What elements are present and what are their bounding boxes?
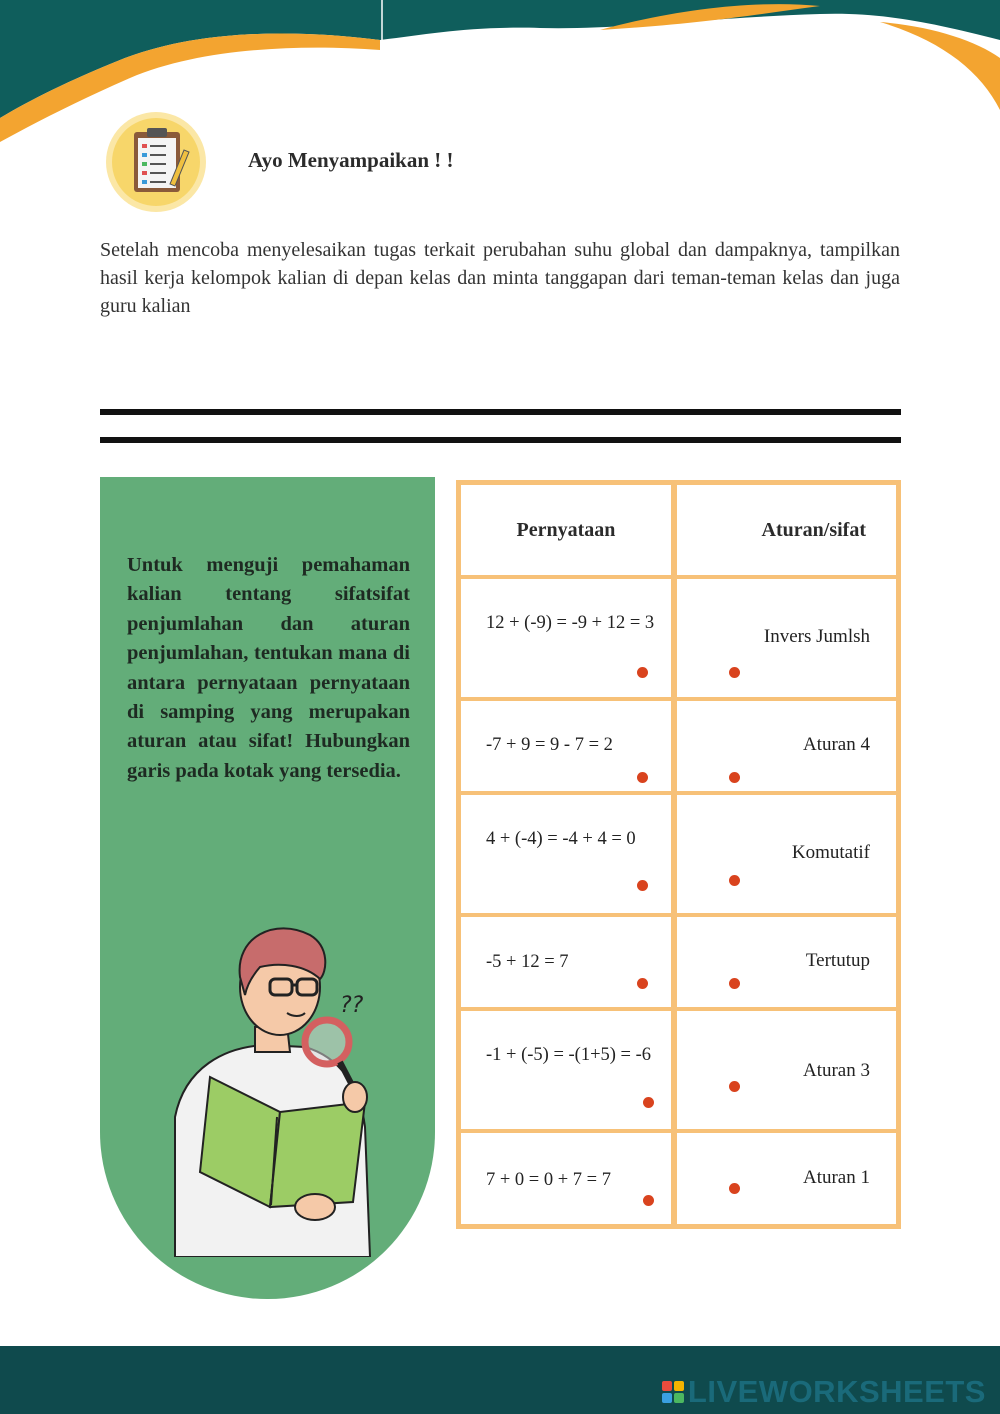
instructions-text: Untuk menguji pemahaman kalian tentang sifatsifat penjumlahan dan aturan penjumlahan, tentukan mana di antara pernyataan pernyataan di samping yang merupakan aturan atau sifat! Hubungkan garis pada kotak yang tersedia. bbox=[127, 554, 410, 782]
table-row bbox=[461, 795, 671, 913]
connect-dot-left[interactable] bbox=[637, 880, 648, 891]
table-row bbox=[677, 917, 896, 1007]
statement-text: -5 + 12 = 7 bbox=[486, 952, 569, 972]
liveworksheets-text: LIVEWORKSHEETS bbox=[687, 1374, 986, 1409]
connect-dot-right[interactable] bbox=[729, 667, 740, 678]
statement-text: 4 + (-4) = -4 + 4 = 0 bbox=[486, 829, 636, 849]
table-row bbox=[677, 701, 896, 791]
header-aturan-sifat: Aturan/sifat bbox=[761, 519, 866, 541]
section-title: Ayo Menyampaikan ! ! bbox=[248, 148, 454, 172]
statement-text: 7 + 0 = 0 + 7 = 7 bbox=[486, 1170, 611, 1190]
clipboard-checklist-icon bbox=[104, 110, 208, 214]
statement-text: -7 + 9 = 9 - 7 = 2 bbox=[486, 735, 613, 755]
rule-text: Komutatif bbox=[791, 842, 870, 863]
svg-text:??: ?? bbox=[340, 993, 364, 1018]
connect-dot-left[interactable] bbox=[637, 772, 648, 783]
rule-text: Aturan 3 bbox=[802, 1060, 870, 1081]
table-row bbox=[461, 1011, 671, 1129]
table-row bbox=[677, 795, 896, 913]
rule-text: Invers Jumlsh bbox=[763, 626, 870, 647]
divider-line bbox=[100, 409, 901, 415]
intro-paragraph: Setelah mencoba menyelesaikan tugas terkait perubahan suhu global dan dampaknya, tampilkan hasil kerja kelompok kalian di depan kelas dan minta tanggapan dari teman-teman kelas dan juga guru kalian bbox=[100, 239, 900, 317]
connect-dot-right[interactable] bbox=[729, 978, 740, 989]
table-row bbox=[461, 701, 671, 791]
table-row bbox=[677, 1011, 896, 1129]
rule-text: Tertutup bbox=[805, 950, 870, 971]
boy-reading-illustration bbox=[155, 917, 395, 1257]
connect-dot-right[interactable] bbox=[729, 875, 740, 886]
table-header-cell bbox=[677, 485, 896, 575]
header-pernyataan: Pernyataan bbox=[516, 519, 616, 541]
statement-text: 12 + (-9) = -9 + 12 = 3 bbox=[486, 613, 655, 633]
connect-dot-left[interactable] bbox=[637, 667, 648, 678]
table-row bbox=[677, 579, 896, 697]
connect-dot-left[interactable] bbox=[643, 1195, 654, 1206]
statement-text: -1 + (-5) = -(1+5) = -6 bbox=[486, 1045, 652, 1065]
connect-dot-right[interactable] bbox=[729, 1183, 740, 1194]
rule-text: Aturan 4 bbox=[802, 734, 870, 755]
table-row bbox=[461, 917, 671, 1007]
instruction-panel bbox=[100, 477, 435, 1299]
rule-text: Aturan 1 bbox=[802, 1167, 870, 1188]
divider-line bbox=[100, 437, 901, 443]
table-row bbox=[461, 579, 671, 697]
table-row bbox=[677, 1133, 896, 1224]
connect-dot-left[interactable] bbox=[637, 978, 648, 989]
liveworksheets-brand[interactable] bbox=[662, 1374, 986, 1410]
connect-dot-right[interactable] bbox=[729, 772, 740, 783]
connect-dot-left[interactable] bbox=[643, 1097, 654, 1108]
connect-dot-right[interactable] bbox=[729, 1081, 740, 1092]
liveworksheets-logo-icon bbox=[662, 1381, 684, 1403]
table-row bbox=[461, 1133, 671, 1224]
matching-table bbox=[456, 480, 901, 1229]
table-header-cell bbox=[461, 485, 671, 575]
